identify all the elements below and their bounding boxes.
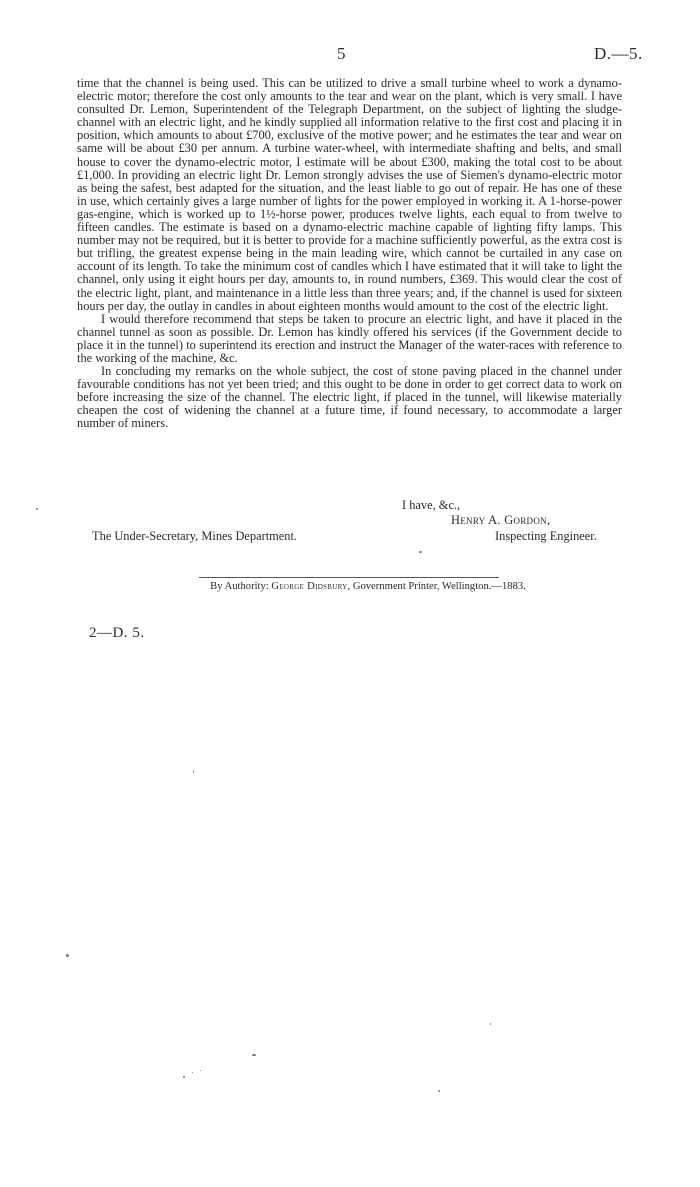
imprint-printer: George Didsbury (271, 581, 348, 592)
signatory-name: Henry A. Gordon, (451, 513, 551, 527)
paragraph-3: In concluding my remarks on the whole subject, the cost of stone paving placed in the channel under favourable conditions has not yet been tried; and this ought to be done in order to get correct data to work on before increasing the size of the channel. The electric light, if placed in the tunnel, will likewise materially cheapen the cost of widening the channel at a future time, if found necessary, to accommodate a larger number of miners. (77, 364, 622, 431)
body-text (77, 77, 622, 431)
signatory-title: Inspecting Engineer. (495, 529, 597, 543)
printer-imprint (0, 581, 700, 592)
print-speck (66, 954, 69, 957)
print-speck (438, 1090, 440, 1092)
print-speck (36, 508, 38, 510)
paragraph-2: I would therefore recommend that steps be taken to procure an electric light, and have it placed in the channel tunnel as soon as possible. Dr. Lemon has kindly offered his services (if the Government decide to place it in the tunnel) to superintend its erection and instruct the Manager of the water-races with reference to the working of the machine, &c. (77, 311, 622, 365)
print-speck (183, 1076, 185, 1078)
print-speck (193, 770, 194, 773)
imprint-prefix: By Authority: (210, 581, 272, 592)
imprint-suffix: , Government Printer, Wellington.—1883. (347, 581, 526, 592)
print-speck (490, 1023, 491, 1025)
print-speck (200, 1070, 201, 1071)
imprint-rule (199, 577, 499, 578)
print-speck (252, 1054, 256, 1056)
paragraph-1: time that the channel is being used. This can be utilized to drive a small turbine wheel to work a dynamo-electric motor; therefore the cost only amounts to the tear and wear on the plant, which is very small. I have consulted Dr. Lemon, Superintendent of the Telegraph Department, on the subject of lighting the sludge-channel with an electric light, and he kindly supplied all information relative to the first cost and placing it in position, which amounts to about £700, exclusive of the motive power; and he estimates the tear and wear on same will be about £30 per annum. A turbine water-wheel, with intermediate shafting and belts, and small house to cover the dynamo-electric motor, I estimate will be about £300, making the total cost to be about £1,000. In providing an electric light Dr. Lemon strongly advises the use of Siemen's dynamo-electric motor as being the safest, best adapted for the situation, and the least liable to go out of repair. He has one of these in use, which certainly gives a large number of lights for the power employed in working it. A 1-horse-power gas-engine, which is worked up to 1½-horse power, produces twelve lights, each equal to from twelve to fifteen candles. The estimate is based on a dynamo-electric machine capable of lighting fifty lamps. This number may not be required, but it is better to provide for a machine sufficiently powerful, as the extra cost is but trifling, the greatest expense being in the main leading wire, which cannot be curtailed in any case on account of its length. To take the minimum cost of candles which I have estimated that it will take to light the channel, only using it eight hours per day, amounts to, in round numbers, £369. This would clear the cost of the electric light, plant, and maintenance in a little less than three years; and, if the channel is used for sixteen hours per day, the outlay in candles in about eighteen months would amount to the cost of the electric light. (77, 76, 622, 313)
sheet-reference: 2—D. 5. (89, 625, 145, 641)
closing-line: I have, &c., (402, 498, 461, 512)
page-number: 5 (337, 44, 346, 63)
addressee: The Under-Secretary, Mines Department. (92, 529, 298, 543)
document-reference: D.—5. (594, 44, 643, 63)
print-speck (419, 551, 422, 553)
print-speck (192, 1072, 193, 1073)
